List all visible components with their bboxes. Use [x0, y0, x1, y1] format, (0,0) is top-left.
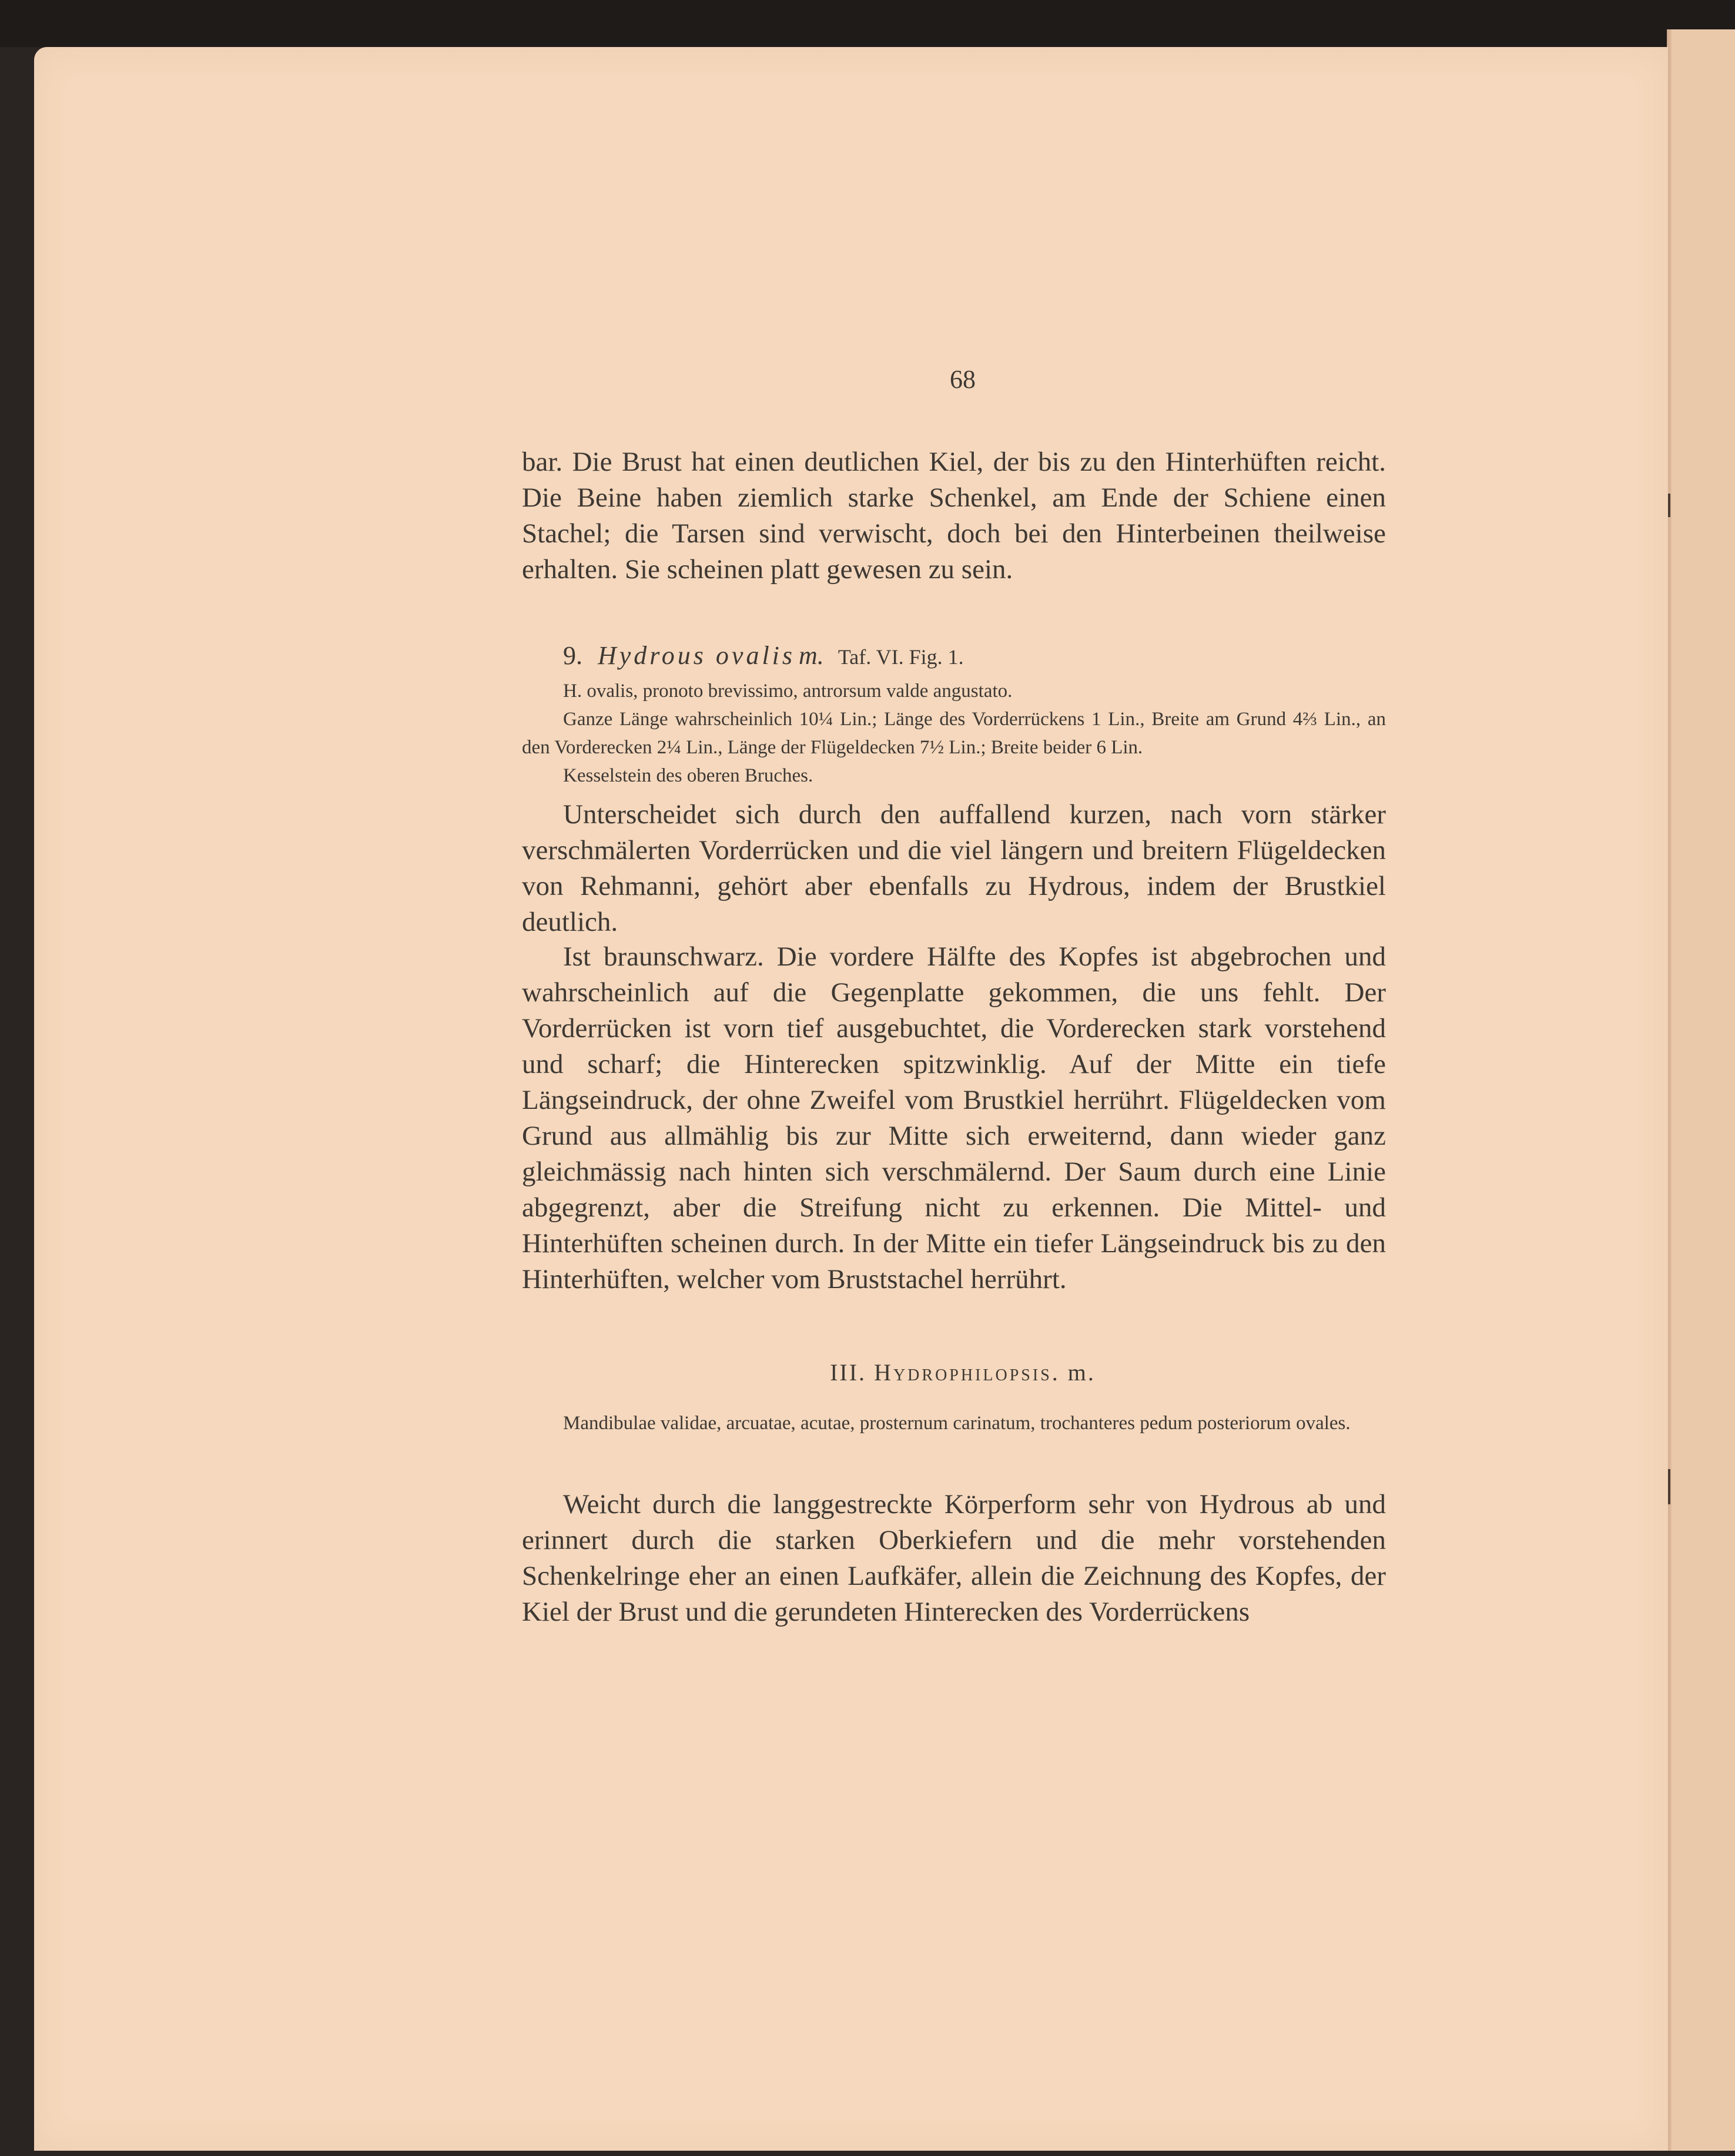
species-locality: Kesselstein des oberen Bruches.: [563, 765, 813, 786]
page-number: 68: [950, 365, 976, 394]
species-author: m.: [799, 641, 824, 670]
spine-mark: [1668, 494, 1670, 517]
plate-reference: Taf. VI. Fig. 1.: [838, 645, 964, 669]
body-paragraph: Weicht durch die langgestreckte Körperform sehr von Hydrous ab und erinnert durch die starken Oberkiefern und die mehr vorstehenden Schenkelringe eher an einen Laufkäfer, allein die Zeichnung des Kopfes, der Kiel der Brust und die gerundeten Hinterecken des Vorderrückens: [522, 1489, 1386, 1627]
body-paragraph: bar. Die Brust hat einen deutlichen Kiel, der bis zu den Hinterhüften reicht. Die Beine haben ziemlich starke Schenkel, am Ende der Schiene einen Stachel; die Tarsen sind verwischt, doch bei den Hinterbeinen theilweise erhalten. Sie scheinen platt gewesen zu sein.: [522, 447, 1386, 585]
genus-name: Hydrophilopsis.: [874, 1359, 1060, 1386]
scan-background-top: [0, 0, 1735, 47]
species-name: Hydrous ovalis: [598, 641, 796, 670]
spine-mark: [1668, 1469, 1670, 1504]
genus-author: m.: [1067, 1359, 1096, 1386]
section-heading: [522, 1359, 1404, 1386]
species-measurements: Ganze Länge wahrscheinlich 10¼ Lin.; Länge des Vorderrückens 1 Lin., Breite am Grund 4⅔ Lin., an den Vorderecken 2¼ Lin., Länge der Flügeldecken 7½ Lin.; Breite beider 6 Lin.: [522, 709, 1386, 758]
species-heading: [563, 641, 964, 670]
section-numeral: III.: [830, 1359, 867, 1386]
facing-page-edge: [1668, 29, 1735, 2151]
book-page: [34, 47, 1668, 2151]
body-paragraph: Unterscheidet sich durch den auffallend kurzen, nach vorn stärker verschmälerten Vorderrücken und die viel längern und breitern Flügeldecken von Rehmanni, gehört aber ebenfalls zu Hydrous, indem der Brustkiel deutlich.: [522, 799, 1386, 937]
genus-diagnosis: Mandibulae validae, arcuatae, acutae, prosternum carinatum, trochanteres pedum posteriorum ovales.: [563, 1413, 1351, 1434]
body-paragraph: Ist braunschwarz. Die vordere Hälfte des Kopfes ist abgebrochen und wahrscheinlich auf die Gegenplatte gekommen, die uns fehlt. Der Vorderrücken ist vorn tief ausgebuchtet, die Vorderecken stark vorstehend und scharf; die Hinterecken spitzwinklig. Auf der Mitte ein tiefe Längseindruck, der ohne Zweifel vom Brustkiel herrührt. Flügeldecken vom Grund aus allmählig bis zur Mitte sich erweiternd, dann wieder ganz gleichmässig nach hinten sich verschmälernd. Der Saum durch eine Linie abgegrenzt, aber die Streifung nicht zu erkennen. Die Mittel- und Hinterhüften scheinen durch. In der Mitte ein tiefer Längseindruck bis zu den Hinterhüften, welcher vom Bruststachel herrührt.: [522, 941, 1386, 1295]
species-number: 9.: [563, 641, 582, 670]
species-diagnosis: H. ovalis, pronoto brevissimo, antrorsum valde angustato.: [563, 680, 1013, 702]
